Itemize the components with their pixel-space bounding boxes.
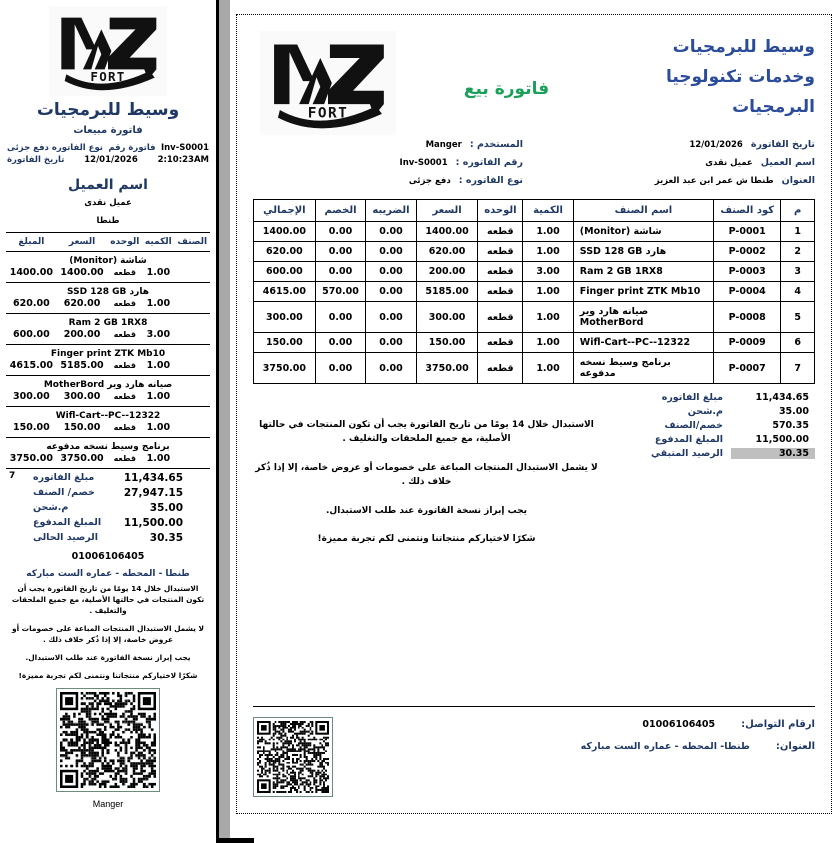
invoice-cell-discount: 0.00 — [315, 302, 365, 333]
invoice-meta-customer-line-0 — [545, 139, 815, 150]
receipt-item-values-row — [6, 360, 210, 375]
receipt-col-1: الكميه — [142, 232, 174, 251]
invoice-cell-name: Wifl-Cart--PC--12322 — [573, 333, 713, 353]
receipt-item-name: Wifl-Cart--PC--12322 — [55, 410, 161, 421]
invoice-cell-price: 200.00 — [416, 262, 478, 282]
invoice-company-line-2: البرمجيات — [732, 96, 815, 117]
receipt-item-values-row — [6, 422, 210, 437]
receipt-item-blank — [175, 267, 211, 282]
receipt-total-row — [6, 501, 210, 516]
receipt-item-qty: 1.00 — [146, 359, 171, 371]
receipt-meta — [6, 142, 210, 167]
receipt-meta-row-invoice — [6, 142, 210, 154]
invoice-company-line-1: وخدمات تكنولوجيا — [665, 66, 815, 87]
invoice-company-line-0: وسيط للبرمجيات — [672, 37, 815, 57]
footer-address-value: طنطا- المحطه - عماره الست مباركه — [580, 741, 750, 752]
invoice-cell-total: 150.00 — [254, 333, 316, 353]
invoice-total-value: 30.35 — [731, 448, 815, 459]
receipt-item-values-row — [6, 453, 210, 468]
invoice-footer-phone — [333, 719, 815, 730]
invoice-col-1: كود الصنف — [714, 200, 781, 222]
receipt-item-name-row — [6, 406, 210, 422]
receipt-item-blank — [175, 422, 211, 437]
receipt-company-name: وسيط للبرمجيات — [36, 100, 180, 120]
invoice-meta-customer-value: طنطا ش عمر ابن عبد العزيز — [654, 176, 774, 186]
invoice-cell-no: 5 — [781, 302, 815, 333]
receipt-col-3: السعر — [57, 232, 108, 251]
receipt-item-amount: 3750.00 — [9, 452, 53, 464]
invoice-cell-qty: 1.00 — [523, 302, 573, 333]
receipt-date-label: تاريخ الفاتورة — [7, 155, 65, 166]
invoice-lower-section — [253, 390, 815, 560]
receipt-date-value: 12/01/2026 — [84, 155, 138, 166]
invoice-cell-total: 300.00 — [254, 302, 316, 333]
invoice-cell-unit: قطعه — [478, 282, 523, 302]
receipt-item-unit: قطعه — [113, 391, 136, 401]
receipt-item-amount: 600.00 — [13, 328, 50, 340]
receipt-qr-label: Manger — [92, 799, 124, 810]
invoice-total-row — [600, 418, 815, 432]
receipt-item-name: هارد SSD 128 GB — [67, 286, 149, 297]
invoice-cell-no: 3 — [781, 262, 815, 282]
footer-phone-value: 01006106405 — [642, 719, 716, 730]
invoice-col-0: م — [781, 200, 815, 222]
invoice-cell-discount: 0.00 — [315, 262, 365, 282]
receipt-item-count: 7 — [9, 470, 16, 481]
invoice-cell-tax: 0.00 — [366, 302, 416, 333]
receipt-logo — [49, 6, 167, 96]
receipt-item-name-row — [6, 344, 210, 360]
receipt-total-row — [6, 531, 210, 546]
invoice-cell-qty: 1.00 — [523, 333, 573, 353]
receipt-item-amount: 300.00 — [13, 390, 50, 402]
invoice-items-table — [253, 199, 815, 384]
invoice-total-value: 570.35 — [772, 419, 809, 431]
invoice-meta-doc-line-2 — [253, 175, 523, 186]
invoice-total-label: المبلغ المدفوع — [654, 433, 723, 445]
invoice-cell-discount: 0.00 — [315, 333, 365, 353]
receipt-item-blank — [175, 360, 211, 375]
table-row — [254, 242, 815, 262]
invoice-cell-code: P-0004 — [714, 282, 781, 302]
receipt-item-name-row — [6, 375, 210, 391]
invoice-total-row — [600, 446, 815, 460]
separator-cell — [6, 468, 210, 469]
receipt-customer-name: عميل نقدى — [84, 197, 132, 208]
table-row — [254, 333, 815, 353]
invoice-cell-total: 620.00 — [254, 242, 316, 262]
invoice-cell-tax: 0.00 — [366, 222, 416, 242]
invoice-total-row — [600, 390, 815, 404]
receipt-item-blank — [175, 329, 211, 344]
invoice-header — [253, 29, 815, 135]
invoice-cell-code: P-0002 — [714, 242, 781, 262]
invoice-cell-qty: 3.00 — [523, 262, 573, 282]
invoice-cell-discount: 570.00 — [315, 282, 365, 302]
terms-paragraph-3: شكرًا لاختياركم منتجاتنا ونتمنى لكم تجربة مميزة! — [18, 671, 198, 681]
invoice-cell-price: 5185.00 — [416, 282, 478, 302]
invoice-cell-unit: قطعه — [478, 262, 523, 282]
invoice-cell-name: Ram 2 GB 1RX8 — [573, 262, 713, 282]
receipt-item-price: 200.00 — [63, 328, 101, 340]
invoice-cell-name: برنامج وسيط نسخه مدفوعه — [573, 353, 713, 384]
receipt-item-unit: قطعه — [113, 298, 136, 308]
footer-address-label: العنوان: — [775, 741, 815, 752]
receipt-meta-row-date — [6, 154, 210, 166]
receipt-customer-title: اسم العميل — [68, 176, 148, 193]
invoice-doc-type: فاتورة بيع — [463, 79, 550, 99]
invoice-col-4: الوحده — [478, 200, 523, 222]
invoice-cell-tax: 0.00 — [366, 333, 416, 353]
invoice-meta-customer-value: 12/01/2026 — [689, 140, 743, 150]
invoice-cell-qty: 1.00 — [523, 353, 573, 384]
invoice-cell-qty: 1.00 — [523, 242, 573, 262]
receipt-table-header-row — [6, 232, 210, 251]
receipt-item-qty: 1.00 — [146, 297, 171, 309]
invoice-cell-total: 1400.00 — [254, 222, 316, 242]
invoice-cell-name: هارد SSD 128 GB — [573, 242, 713, 262]
terms-paragraph-0: الاستبدال خلال 14 يومًا من تاريخ الفاتورة يجب أن تكون المنتجات في حالتها الأصلية، مع جميع الملحقات والتغليف . — [11, 583, 205, 615]
receipt-item-name: Finger print ZTK Mb10 — [50, 348, 166, 359]
receipt-item-name-row — [6, 282, 210, 298]
invoice-footer — [253, 706, 815, 797]
invoice-cell-discount: 0.00 — [315, 242, 365, 262]
invoice-meta-doc-label: رقم الفاتوره : — [455, 157, 523, 168]
invoice-cell-code: P-0001 — [714, 222, 781, 242]
receipt-item-name-row — [6, 437, 210, 453]
receipt-total-row — [6, 471, 210, 486]
invoice-cell-price: 300.00 — [416, 302, 478, 333]
invoice-cell-name: صيانه هارد وير MotherBord — [573, 302, 713, 333]
receipt-table-body — [6, 251, 210, 468]
invoice-cell-price: 150.00 — [416, 333, 478, 353]
receipt-item-name: برنامج وسيط نسخه مدفوعه — [46, 441, 170, 452]
invoice-meta-doc-value: Inv-S0001 — [399, 158, 448, 168]
invoice-cell-price: 620.00 — [416, 242, 478, 262]
receipt-qr-wrap — [6, 688, 210, 809]
receipt-total-value: 30.35 — [149, 532, 183, 545]
receipt-item-price: 620.00 — [63, 297, 101, 309]
invoice-meta-doc-value: دفع جزئى — [408, 176, 451, 186]
invoice-total-value: 11,434.65 — [755, 391, 809, 403]
receipt-total-value: 27,947.15 — [123, 487, 183, 500]
receipt-total-value: 11,434.65 — [123, 472, 183, 485]
invoice-logo — [253, 29, 403, 135]
table-row — [254, 353, 815, 384]
receipt-total-value: 35.00 — [149, 502, 183, 515]
invoice-cell-tax: 0.00 — [366, 242, 416, 262]
invoice-cell-no: 7 — [781, 353, 815, 384]
invoice-cell-total: 600.00 — [254, 262, 316, 282]
receipt-totals — [6, 471, 210, 546]
invoice-cell-price: 1400.00 — [416, 222, 478, 242]
invoice-cell-no: 6 — [781, 333, 815, 353]
invoice-cell-code: P-0009 — [714, 333, 781, 353]
invoice-footer-address — [333, 741, 815, 752]
invoice-meta-doc-label: نوع الفاتوره : — [458, 175, 523, 186]
receipt-col-0: الصنف — [175, 232, 211, 251]
terms-paragraph-2: يجب إبراز نسخة الفاتورة عند طلب الاستبدال. — [25, 653, 191, 663]
invoice-meta-doc-value: Manger — [425, 140, 462, 150]
receipt-item-unit: قطعه — [113, 360, 136, 370]
invoice-total-label: خصم/الصنف — [664, 419, 723, 431]
invoice-meta-doc-line-0 — [253, 139, 523, 150]
invoice-cell-tax: 0.00 — [366, 262, 416, 282]
receipt-item-name: شاشة (Monitor) — [69, 255, 147, 266]
receipt-item-amount: 4615.00 — [9, 359, 53, 371]
receipt-phone: 01006106405 — [71, 550, 145, 562]
terms-paragraph-2: يجب إبراز نسخة الفاتورة عند طلب الاستبدال. — [325, 505, 528, 516]
invoice-col-3: الكمية — [523, 200, 573, 222]
terms-paragraph-1: لا يشمل الاستبدال المنتجات المباعة على خصومات أو عروض خاصة، إلا إذا ذُكر خلاف ذلك . — [11, 623, 205, 645]
receipt-total-row — [6, 486, 210, 501]
invoice-meta-customer-line-2 — [545, 175, 815, 186]
invoice-cell-tax: 0.00 — [366, 353, 416, 384]
receipt-total-label: الرصيد الحالى — [33, 532, 99, 544]
receipt-qr-code — [56, 688, 160, 792]
invoice-qr-code — [253, 717, 333, 797]
invoice-col-7: الخصم — [315, 200, 365, 222]
invoice-total-row — [600, 432, 815, 446]
receipt-total-value: 11,500.00 — [123, 517, 183, 530]
receipt-item-price: 3750.00 — [60, 452, 104, 464]
receipt-subtitle: فاتورة مبيعات — [73, 125, 143, 136]
receipt-item-amount: 1400.00 — [9, 266, 53, 278]
invoice-cell-tax: 0.00 — [366, 282, 416, 302]
receipt-total-label: المبلغ المدفوع — [33, 517, 102, 529]
invoice-meta-customer-label: تاريخ الفاتورة — [750, 139, 815, 150]
receipt-item-qty: 1.00 — [146, 452, 171, 464]
receipt-address: طنطا - المحطه - عماره الست مباركه — [26, 568, 190, 579]
receipt-item-unit: قطعه — [113, 453, 136, 463]
invoice-meta-doc-line-1 — [253, 157, 523, 168]
invoice-meta-customer-label: العنوان — [781, 175, 815, 186]
invoice-cell-code: P-0007 — [714, 353, 781, 384]
receipt-item-price: 300.00 — [63, 390, 101, 402]
receipt-item-price: 150.00 — [63, 421, 101, 433]
table-row — [254, 222, 815, 242]
invoice-cell-unit: قطعه — [478, 242, 523, 262]
invoice-table-body — [254, 222, 815, 384]
receipt-total-label: خصم/ الصنف — [33, 487, 95, 499]
receipt-item-blank — [175, 453, 211, 468]
receipt-item-blank — [175, 298, 211, 313]
invoice-col-5: السعر — [416, 200, 478, 222]
thermal-receipt-panel — [0, 0, 216, 843]
invoice-total-value: 35.00 — [778, 405, 809, 417]
table-row — [254, 262, 815, 282]
receipt-item-values-row — [6, 391, 210, 406]
invoice-cell-code: P-0008 — [714, 302, 781, 333]
receipt-col-2: الوحده — [107, 232, 142, 251]
receipt-item-price: 5185.00 — [60, 359, 104, 371]
receipt-row-separator — [6, 468, 210, 469]
mz-fort-logo-icon — [260, 31, 396, 135]
invoice-cell-unit: قطعه — [478, 353, 523, 384]
receipt-item-values-row — [6, 298, 210, 313]
invoice-cell-no: 2 — [781, 242, 815, 262]
receipt-total-row — [6, 516, 210, 531]
invoice-table-header-row — [254, 200, 815, 222]
invoice-meta-customer-label: اسم العميل — [760, 157, 815, 168]
invoice-cell-total: 3750.00 — [254, 353, 316, 384]
receipt-invoice-no-label: فاتورة رقم — [108, 143, 156, 153]
svg-text:FORT: FORT — [90, 69, 126, 85]
invoice-meta-customer — [545, 139, 815, 193]
invoice-meta-doc-label: المستخدم : — [469, 139, 523, 150]
invoice-totals — [600, 390, 815, 560]
receipt-item-blank — [175, 391, 211, 406]
invoice-cell-unit: قطعه — [478, 302, 523, 333]
receipt-item-qty: 1.00 — [146, 421, 171, 433]
receipt-items-table — [6, 232, 210, 469]
receipt-item-qty: 3.00 — [146, 328, 171, 340]
invoice-cell-unit: قطعه — [478, 333, 523, 353]
invoice-cell-no: 1 — [781, 222, 815, 242]
invoice-cell-total: 4615.00 — [254, 282, 316, 302]
receipt-item-name-row — [6, 251, 210, 267]
invoice-total-value: 11,500.00 — [755, 433, 809, 445]
invoice-cell-price: 3750.00 — [416, 353, 478, 384]
invoice-cell-discount: 0.00 — [315, 353, 365, 384]
invoice-cell-name: Finger print ZTK Mb10 — [573, 282, 713, 302]
receipt-item-price: 1400.00 — [60, 266, 104, 278]
receipt-terms — [6, 583, 210, 682]
table-row — [254, 302, 815, 333]
receipt-item-qty: 1.00 — [146, 390, 171, 402]
invoice-panel — [236, 14, 832, 814]
invoice-meta — [253, 139, 815, 193]
receipt-item-unit: قطعه — [113, 422, 136, 432]
terms-paragraph-1: لا يشمل الاستبدال المنتجات المباعة على خصومات أو عروض خاصة، إلا إذا ذُكر خلاف ذلك . — [255, 462, 598, 488]
svg-text:FORT: FORT — [307, 105, 349, 122]
receipt-col-4: المبلغ — [6, 232, 57, 251]
terms-paragraph-0: الاستبدال خلال 14 يومًا من تاريخ الفاتورة يجب أن تكون المنتجات في حالتها الأصلية، مع جميع الملحقات والتغليف . — [259, 420, 594, 445]
invoice-total-row — [600, 404, 815, 418]
invoice-col-6: الضريبه — [366, 200, 416, 222]
footer-phone-label: ارقام التواصل: — [741, 719, 815, 730]
invoice-meta-customer-value: عميل نقدى — [705, 158, 753, 168]
invoice-cell-discount: 0.00 — [315, 222, 365, 242]
receipt-item-name: صيانه هارد وير MotherBord — [43, 379, 173, 390]
invoice-col-8: الإجمالي — [254, 200, 316, 222]
receipt-item-amount: 620.00 — [13, 297, 50, 309]
invoice-total-label: الرصيد المتبقي — [651, 447, 723, 459]
receipt-item-qty: 1.00 — [146, 266, 171, 278]
invoice-meta-customer-line-1 — [545, 157, 815, 168]
receipt-item-unit: قطعه — [113, 329, 136, 339]
receipt-total-label: م.شحن — [33, 502, 69, 514]
receipt-item-values-row — [6, 267, 210, 282]
invoice-cell-unit: قطعه — [478, 222, 523, 242]
invoice-total-label: مبلغ الفاتوره — [661, 391, 723, 403]
receipt-item-name: Ram 2 GB 1RX8 — [68, 317, 148, 328]
receipt-item-values-row — [6, 329, 210, 344]
receipt-invoice-type: نوع الفاتوره دفع جزئى — [7, 143, 103, 153]
invoice-footer-text — [333, 717, 815, 763]
receipt-invoice-no-value: Inv-S0001 — [160, 143, 209, 153]
invoice-cell-no: 4 — [781, 282, 815, 302]
receipt-item-amount: 150.00 — [13, 421, 50, 433]
invoice-col-2: اسم الصنف — [573, 200, 713, 222]
page-divider — [216, 0, 230, 838]
receipt-time-value: 2:10:23AM — [157, 155, 209, 166]
terms-paragraph-3: شكرًا لاختياركم منتجاتنا ونتمنى لكم تجربة مميزة! — [317, 533, 536, 544]
invoice-cell-code: P-0003 — [714, 262, 781, 282]
invoice-cell-qty: 1.00 — [523, 222, 573, 242]
receipt-item-name-row — [6, 313, 210, 329]
receipt-customer-address: طنطا — [96, 215, 120, 226]
invoice-terms — [253, 390, 600, 560]
mz-fort-logo-icon — [49, 6, 167, 96]
invoice-total-label: م.شحن — [687, 405, 723, 417]
table-row — [254, 282, 815, 302]
receipt-total-label: مبلغ الفاتوره — [33, 472, 95, 484]
invoice-company-name — [610, 29, 815, 122]
receipt-item-unit: قطعه — [113, 267, 136, 277]
invoice-meta-document — [253, 139, 523, 193]
invoice-cell-name: شاشة (Monitor) — [573, 222, 713, 242]
invoice-cell-qty: 1.00 — [523, 282, 573, 302]
